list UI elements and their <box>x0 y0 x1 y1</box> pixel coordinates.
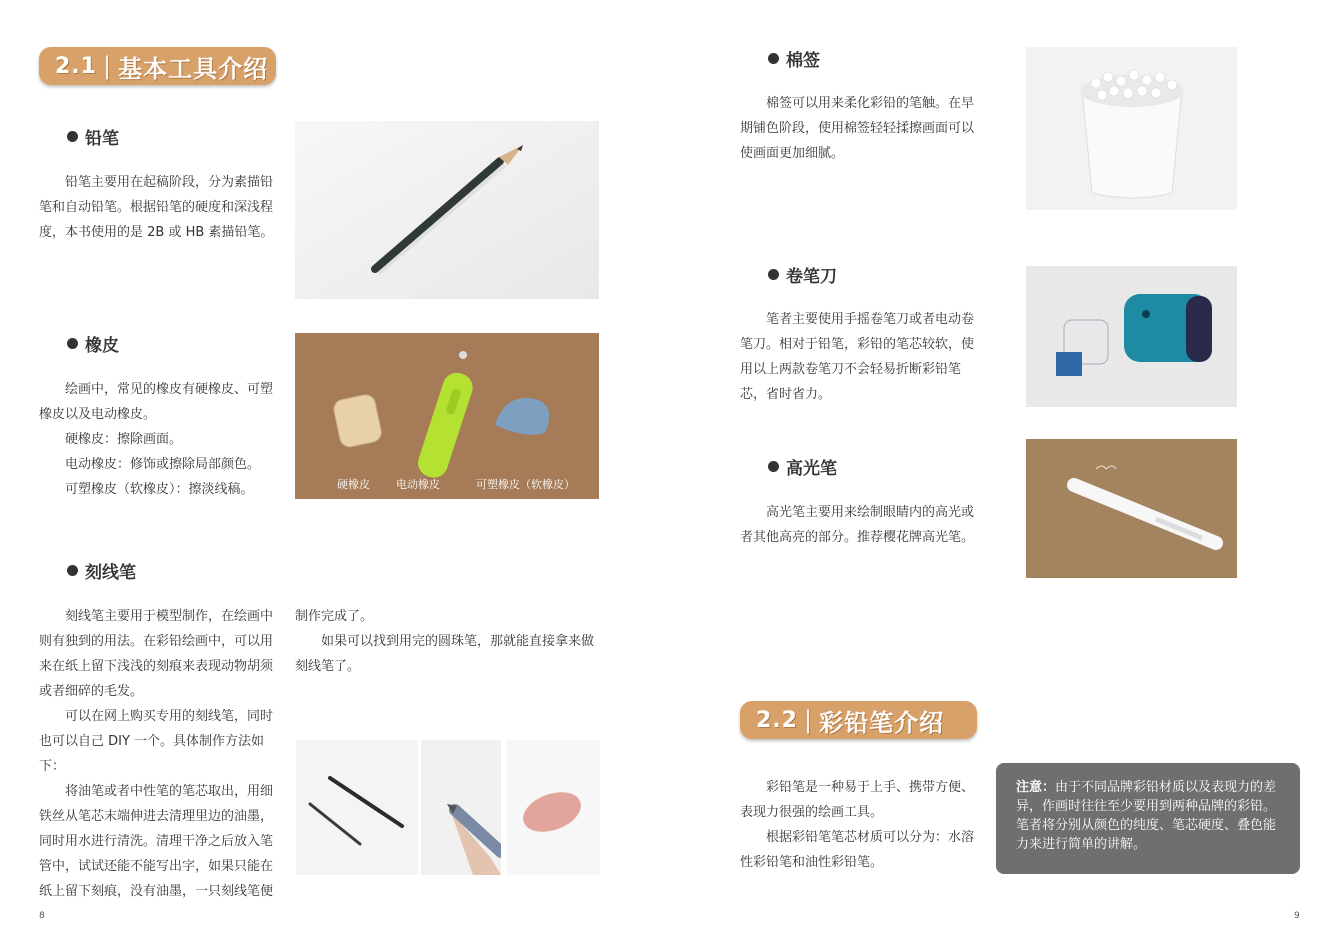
section-banner-2-2 <box>740 701 977 739</box>
highlight-pen-heading <box>768 454 837 479</box>
pencil-heading <box>67 124 119 149</box>
sharpener-paragraph: 笔者主要使用手摇卷笔刀或者电动卷笔刀。相对于铅笔，彩铅的笔芯较软，使用以上两款卷笔刀不会轻易折断彩铅笔芯，省时省力。 <box>740 312 975 402</box>
pencil-photo <box>295 121 599 299</box>
note-text: 由于不同品牌彩铅材质以及表现力的差异，作画时往往至少要用到两种品牌的彩铅。笔者将分别从颜色的纯度、笔芯硬度、叠色能力来进行简单的讲解。 <box>1016 780 1277 852</box>
section-separator: | <box>803 706 814 734</box>
page-number-right: 9 <box>1294 911 1300 921</box>
bullet-icon <box>67 565 78 576</box>
bullet-icon <box>67 131 78 142</box>
eraser-line: 可塑橡皮（软橡皮）：擦淡线稿。 <box>65 482 254 497</box>
colored-pencil-description <box>740 775 982 875</box>
eraser-caption-kneaded: 可塑橡皮（软橡皮） <box>476 478 575 491</box>
eraser-description <box>39 377 284 502</box>
scoring-pen-title: 刻线笔 <box>85 563 136 583</box>
pencil-title: 铅笔 <box>85 129 119 149</box>
section-banner-2-1 <box>39 47 276 85</box>
eraser-caption-electric: 电动橡皮 <box>396 478 440 491</box>
highlight-pen-description <box>740 500 982 550</box>
sharpener-photo <box>1026 266 1237 407</box>
scoring-pen-continued: 制作完成了。 <box>295 609 374 624</box>
cotton-swab-paragraph: 棉签可以用来柔化彩铅的笔触。在早期铺色阶段，使用棉签轻轻揉擦画面可以使画面更加细腻。 <box>740 96 975 161</box>
sharpener-title: 卷笔刀 <box>786 267 837 287</box>
eraser-line: 硬橡皮：擦除画面。 <box>65 432 183 447</box>
eraser-heading <box>67 331 119 356</box>
section-title: 基本工具介绍 <box>118 54 269 83</box>
pencil-paragraph: 铅笔主要用在起稿阶段，分为素描铅笔和自动铅笔。根据铅笔的硬度和深浅程度，本书使用的是 2B 或 HB 素描铅笔。 <box>39 175 274 240</box>
sharpener-heading <box>768 262 837 287</box>
cotton-swab-title: 棉签 <box>786 51 820 71</box>
bullet-icon <box>768 461 779 472</box>
scoring-pen-paragraph: 刻线笔主要用于模型制作，在绘画中则有独到的用法。在彩铅绘画中，可以用来在纸上留下浅浅的刻痕来表现动物胡须或者细碎的毛发。 <box>39 609 274 699</box>
highlight-pen-title: 高光笔 <box>786 459 837 479</box>
colored-pencil-paragraph: 彩铅笔是一种易于上手、携带方便、表现力很强的绘画工具。 <box>740 780 975 820</box>
sharpener-description <box>740 307 982 407</box>
eraser-line: 电动橡皮：修饰或擦除局部颜色。 <box>65 457 261 472</box>
scoring-pen-photo-2 <box>421 740 501 875</box>
bullet-icon <box>768 53 779 64</box>
scoring-pen-photo-1 <box>296 740 418 875</box>
section-number: 2.1 <box>55 53 97 79</box>
scoring-pen-heading <box>67 558 136 583</box>
page-number-left: 8 <box>39 911 45 921</box>
scoring-pen-paragraph: 可以在网上购买专用的刻线笔，同时也可以自己 DIY 一个。具体制作方法如下： <box>39 709 274 774</box>
scoring-pen-paragraph: 将油笔或者中性笔的笔芯取出，用细铁丝从笔芯末端伸进去清理里边的油墨，同时用水进行清洗。清理干净之后放入笔管中，试试还能不能写出字，如果只能在纸上留下刻痕，没有油墨，一只刻线笔便 <box>39 784 274 899</box>
bullet-icon <box>768 269 779 280</box>
pencil-description <box>39 170 279 245</box>
highlight-pen-paragraph: 高光笔主要用来绘制眼睛内的高光或者其他高亮的部分。推荐樱花牌高光笔。 <box>740 505 975 545</box>
cotton-swab-photo <box>1026 47 1237 210</box>
note-box <box>996 763 1300 874</box>
colored-pencil-paragraph: 根据彩铅笔笔芯材质可以分为：水溶性彩铅笔和油性彩铅笔。 <box>740 830 975 870</box>
note-label: 注意： <box>1016 780 1056 795</box>
section-title: 彩铅笔介绍 <box>819 708 945 737</box>
highlight-pen-photo <box>1026 439 1237 578</box>
bullet-icon <box>67 338 78 349</box>
section-separator: | <box>102 52 113 80</box>
cotton-swab-description <box>740 91 982 166</box>
cotton-swab-heading <box>768 46 820 71</box>
scoring-pen-column-2 <box>295 604 600 679</box>
eraser-caption-hard: 硬橡皮 <box>337 478 370 491</box>
scoring-pen-column-1 <box>39 604 279 904</box>
eraser-photo <box>295 333 599 499</box>
scoring-pen-paragraph: 如果可以找到用完的圆珠笔，那就能直接拿来做刻线笔了。 <box>295 634 595 674</box>
eraser-title: 橡皮 <box>85 336 119 356</box>
section-number: 2.2 <box>756 707 798 733</box>
eraser-line: 绘画中，常见的橡皮有硬橡皮、可塑橡皮以及电动橡皮。 <box>39 382 274 422</box>
scoring-pen-photo-3 <box>506 740 600 875</box>
